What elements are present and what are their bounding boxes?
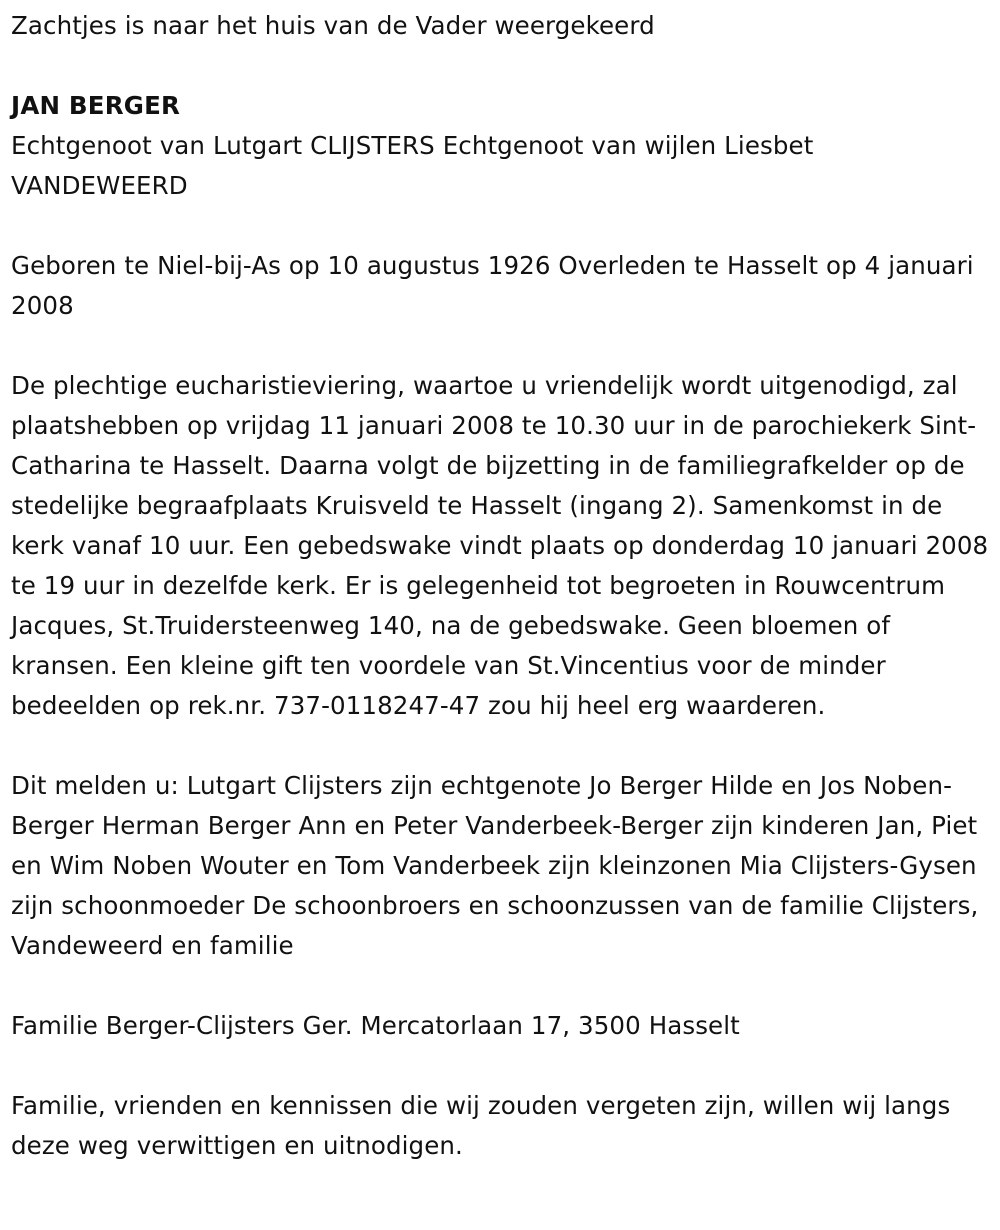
spacer [11,326,993,366]
family-paragraph: Dit melden u: Lutgart Clijsters zijn echtgenote Jo Berger Hilde en Jos Noben-Berger Herman Berger Ann en Peter Vanderbeek-Berger zijn kinderen Jan, Piet en Wim Noben Wouter en Tom Vanderbeek zijn kleinzonen Mia Clijsters-Gysen zijn schoonmoeder De schoonbroers en schoonzussen van de familie Clijsters, Vandeweerd en familie [11,771,979,960]
ceremony-paragraph: De plechtige eucharistieviering, waartoe u vriendelijk wordt uitgenodigd, zal plaatshebben op vrijdag 11 januari 2008 te 10.30 uur in de parochiekerk Sint-Catharina te Hasselt. Daarna volgt de bijzetting in de familiegrafkelder op de stedelijke begraafplaats Kruisveld te Hasselt (ingang 2). Samenkomst in de kerk vanaf 10 uur. Een gebedswake vindt plaats op donderdag 10 januari 2008 te 19 uur in dezelfde kerk. Er is gelegenheid tot begroeten in Rouwcentrum Jacques, St.Truidersteenweg 140, na de gebedswake. Geen bloemen of kransen. Een kleine gift ten voordele van St.Vincentius voor de minder bedeelden op rek.nr. 737-0118247-47 zou hij heel erg waarderen. [11,371,989,720]
spacer [11,1046,993,1086]
spacer [11,726,993,766]
address-line: Familie Berger-Clijsters Ger. Mercatorlaan 17, 3500 Hasselt [11,1011,740,1040]
intro-line: Zachtjes is naar het huis van de Vader weergekeerd [11,11,655,40]
closing-paragraph: Familie, vrienden en kennissen die wij zouden vergeten zijn, willen wij langs deze weg verwittigen en uitnodigen. [11,1091,951,1160]
spacer [11,206,993,246]
deceased-name: JAN BERGER [11,91,181,120]
spouses-line: Echtgenoot van Lutgart CLIJSTERS Echtgenoot van wijlen Liesbet VANDEWEERD [11,131,814,200]
spacer [11,966,993,1006]
spacer [11,46,993,86]
death-notice [11,6,993,1166]
birth-death-line: Geboren te Niel-bij-As op 10 augustus 1926 Overleden te Hasselt op 4 januari 2008 [11,251,974,320]
